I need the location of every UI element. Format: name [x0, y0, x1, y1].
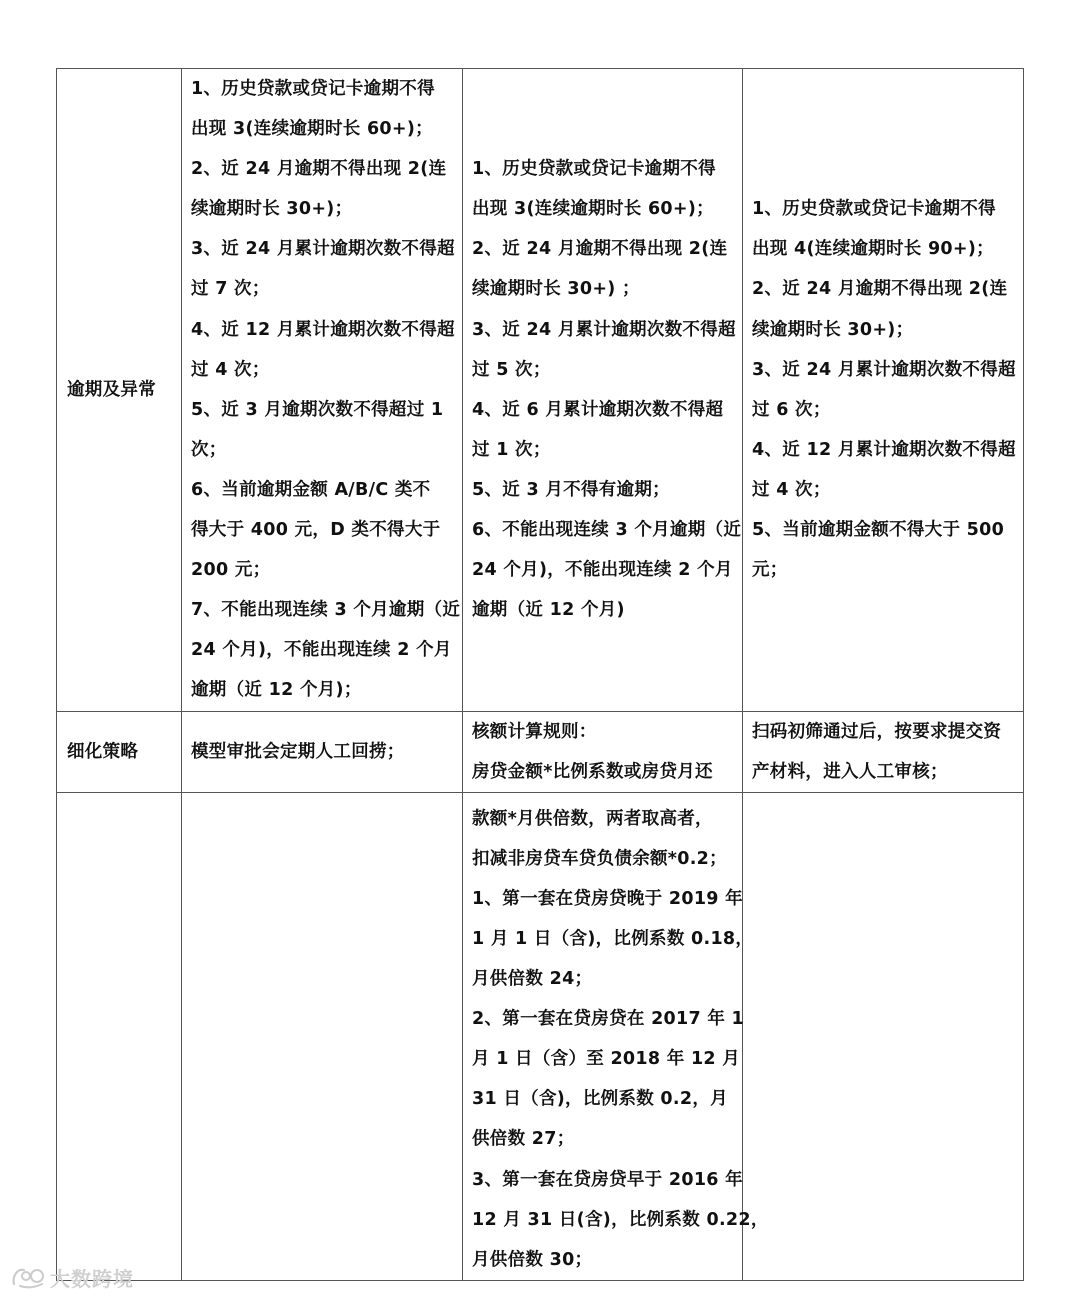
cell-line: 续逾期时长 30+)； — [752, 319, 914, 340]
cell-line: 1、第一套在贷房贷晚于 2019 年 — [472, 888, 743, 909]
cell-line: 2、近 24 月逾期不得出现 2(连 — [472, 239, 728, 260]
cell-line: 月 1 日（含）至 2018 年 12 月 — [472, 1049, 741, 1070]
cell-line: 房贷金额*比例系数或房贷月还 — [472, 761, 713, 782]
cell-line: 5、近 3 月逾期次数不得超过 1 — [191, 399, 444, 420]
overdue-row — [57, 69, 1024, 712]
cell-line: 2、第一套在贷房贷在 2017 年 1 — [472, 1009, 745, 1030]
cell-line: 24 个月)，不能出现连续 2 个月 — [191, 640, 452, 661]
cell-line: 31 日（含)，比例系数 0.2，月 — [472, 1089, 728, 1110]
overdue-col3 — [743, 69, 1024, 712]
overdue-col2 — [463, 69, 743, 712]
cell-line: 出现 3(连续逾期时长 60+)； — [191, 119, 433, 140]
cell-line: 3、近 24 月累计逾期次数不得超 — [752, 359, 1016, 380]
cell-line: 过 6 次； — [752, 399, 831, 420]
overdue-label: 逾期及异常 — [57, 69, 182, 712]
brand-logo-icon — [10, 1264, 46, 1290]
cell-line: 3、近 24 月累计逾期次数不得超 — [191, 239, 455, 260]
cell-line: 4、近 12 月累计逾期次数不得超 — [191, 319, 455, 340]
cell-line: 4、近 6 月累计逾期次数不得超 — [472, 399, 724, 420]
cell-line: 过 5 次； — [472, 359, 551, 380]
cell-line: 续逾期时长 30+)； — [191, 199, 353, 220]
strategy-col3 — [743, 711, 1024, 792]
cell-line: 续逾期时长 30+) ； — [472, 279, 640, 300]
cell-line: 5、近 3 月不得有逾期； — [472, 479, 670, 500]
strategy-row — [57, 711, 1024, 792]
cell-line: 扣减非房贷车贷负债余额*0.2； — [472, 848, 727, 869]
continued-label — [57, 792, 182, 1280]
cell-line: 产材料，进入人工审核； — [752, 761, 948, 782]
cell-line: 24 个月)，不能出现连续 2 个月 — [472, 560, 733, 581]
cell-line: 过 7 次； — [191, 279, 270, 300]
continued-col3 — [743, 792, 1024, 1280]
cell-line: 扫码初筛通过后，按要求提交资 — [752, 721, 1002, 742]
cell-line: 过 1 次； — [472, 439, 551, 460]
cell-line: 3、第一套在贷房贷早于 2016 年 — [472, 1169, 743, 1190]
continued-col1 — [182, 792, 463, 1280]
cell-line: 出现 4(连续逾期时长 90+)； — [752, 239, 994, 260]
cell-line: 月供倍数 24； — [472, 969, 593, 990]
cell-line: 1、历史贷款或贷记卡逾期不得 — [191, 79, 435, 99]
cell-line: 200 元； — [191, 560, 271, 581]
cell-line: 5、当前逾期金额不得大于 500 — [752, 520, 1005, 541]
cell-line: 次； — [191, 439, 227, 460]
cell-line: 6、不能出现连续 3 个月逾期（近 — [472, 520, 742, 541]
cell-line: 过 4 次； — [191, 359, 270, 380]
cell-line: 出现 3(连续逾期时长 60+)； — [472, 199, 714, 220]
cell-line: 12 月 31 日(含)，比例系数 0.22， — [472, 1209, 769, 1230]
policy-table — [56, 68, 1024, 1281]
cell-line: 核额计算规则： — [472, 721, 597, 742]
cell-line: 1 月 1 日（含)，比例系数 0.18， — [472, 928, 754, 949]
strategy-col1 — [182, 711, 463, 792]
cell-line: 逾期（近 12 个月) — [472, 600, 625, 621]
cell-line: 过 4 次； — [752, 479, 831, 500]
cell-line: 月供倍数 30； — [472, 1249, 593, 1270]
cell-line: 3、近 24 月累计逾期次数不得超 — [472, 319, 736, 340]
cell-line: 逾期（近 12 个月)； — [191, 680, 362, 701]
cell-line: 2、近 24 月逾期不得出现 2(连 — [191, 159, 447, 180]
cell-line: 得大于 400 元，D 类不得大于 — [191, 520, 441, 541]
cell-line: 供倍数 27； — [472, 1129, 575, 1150]
strategy-label: 细化策略 — [57, 711, 182, 792]
overdue-col1 — [182, 69, 463, 712]
watermark-text: 大数跨境 — [50, 1266, 134, 1291]
cell-line: 1、历史贷款或贷记卡逾期不得 — [472, 159, 716, 180]
cell-line: 2、近 24 月逾期不得出现 2(连 — [752, 279, 1008, 300]
watermark — [10, 1262, 134, 1292]
cell-line: 款额*月供倍数，两者取高者， — [472, 808, 713, 829]
cell-line: 1、历史贷款或贷记卡逾期不得 — [752, 199, 996, 220]
cell-line: 元； — [752, 560, 788, 581]
cell-line: 7、不能出现连续 3 个月逾期（近 — [191, 600, 461, 621]
cell-line: 4、近 12 月累计逾期次数不得超 — [752, 439, 1016, 460]
cell-line: 6、当前逾期金额 A/B/C 类不 — [191, 479, 431, 500]
strategy-col2 — [463, 711, 743, 792]
cell-line: 模型审批会定期人工回捞； — [191, 741, 405, 762]
continued-row — [57, 792, 1024, 1280]
continued-col2 — [463, 792, 769, 1280]
